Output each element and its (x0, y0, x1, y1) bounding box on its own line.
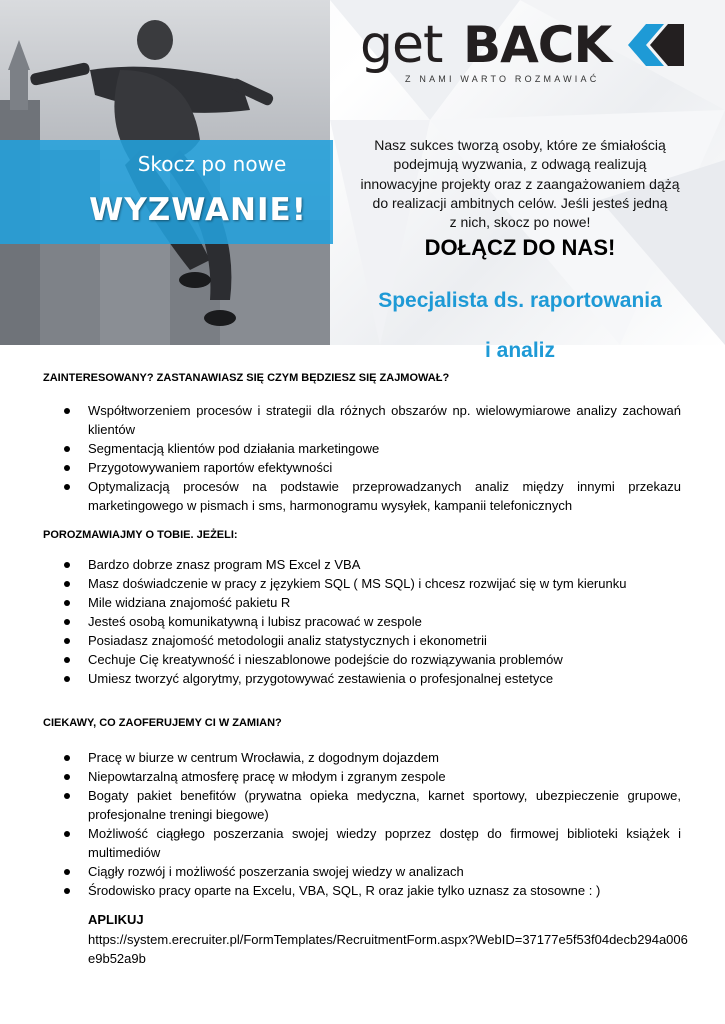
list-item: Posiadasz znajomość metodologii analiz statystycznych i ekonometrii (0, 631, 725, 650)
list-item: Przygotowywaniem raportów efektywności (0, 458, 725, 477)
list-item: Bardzo dobrze znasz program MS Excel z VBA (0, 555, 725, 574)
getback-logo (360, 14, 690, 89)
position-title (350, 276, 690, 376)
banner-line1: Skocz po nowe (137, 152, 287, 176)
list-item: Współtworzeniem procesów i strategii dla różnych obszarów np. wielowymiarowe analizy zachowań klientów (0, 401, 725, 439)
intro-text (350, 136, 690, 232)
section-heading-offer: CIEKAWY, CO ZAOFERUJEMY CI W ZAMIAN? (43, 717, 282, 729)
chevron-left-logo-icon (622, 20, 684, 70)
header-banner (0, 0, 725, 362)
position-line2: i analiz (484, 339, 556, 362)
intro-line: Nasz sukces tworzą osoby, które ze śmiałością (374, 137, 666, 153)
position-line1: Specjalista ds. raportowania (378, 289, 662, 312)
tasks-list (0, 401, 725, 515)
logo-get-text: get (360, 15, 443, 75)
intro-line: innowacyjne projekty oraz z zaangażowaniem dążą (360, 175, 680, 192)
apply-link[interactable]: https://system.erecruiter.pl/FormTemplates/RecruitmentForm.aspx?WebID=37177e5f53f04decb294a006e9b52a9b (88, 932, 688, 966)
logo-tagline: Z NAMI WARTO ROZMAWIAĆ (405, 74, 600, 84)
offer-list (0, 748, 725, 900)
list-item: Pracę w biurze w centrum Wrocławia, z dogodnym dojazdem (0, 748, 725, 767)
list-item: Niepowtarzalną atmosferę pracę w młodym i zgranym zespole (0, 767, 725, 786)
join-us-heading: DOŁĄCZ DO NAS! (424, 235, 616, 260)
banner-line2: WYZWANIE! (89, 192, 307, 228)
list-item: Umiesz tworzyć algorytmy, przygotowywać zestawienia o profesjonalnej estetyce (0, 669, 725, 688)
list-item: Mile widziana znajomość pakietu R (0, 593, 725, 612)
list-item: Ciągły rozwój i możliwość poszerzania swojej wiedzy w analizach (0, 862, 725, 881)
requirements-list (0, 555, 725, 688)
list-item: Segmentacją klientów pod działania marketingowe (0, 439, 725, 458)
list-item: Bogaty pakiet benefitów (prywatna opieka medyczna, karnet sportowy, ubezpieczenie grupowe, profesjonalne treningi biegowe) (0, 786, 725, 824)
logo-back-text: BACK (463, 16, 612, 74)
intro-line: z nich, skocz po nowe! (449, 214, 591, 231)
section-heading-tasks: ZAINTERESOWANY? ZASTANAWIASZ SIĘ CZYM BĘDZIESZ SIĘ ZAJMOWAŁ? (43, 372, 450, 384)
list-item: Jesteś osobą komunikatywną i lubisz pracować w zespole (0, 612, 725, 631)
list-item: Optymalizacją procesów na podstawie przeprowadzanych analiz między innymi przekazu marketingowego w pismach i sms, harmonogramu wysyłek, kampanii telefonicznych (0, 477, 725, 515)
list-item: Masz doświadczenie w pracy z językiem SQL ( MS SQL) i chcesz rozwijać się w tym kierunku (0, 574, 725, 593)
list-item: Środowisko pracy oparte na Excelu, VBA, SQL, R oraz jakie tylko uznasz za stosowne : ) (0, 881, 725, 900)
list-item: Cechuje Cię kreatywność i nieszablonowe podejście do rozwiązywania problemów (0, 650, 725, 669)
list-item: Możliwość ciągłego poszerzania swojej wiedzy poprzez dostęp do firmowej biblioteki książek i multimediów (0, 824, 725, 862)
intro-line: podejmują wyzwania, z odwagą realizują (393, 156, 647, 173)
intro-line: do realizacji ambitnych celów. Jeśli jesteś jedną (372, 194, 668, 211)
apply-label: APLIKUJ (88, 912, 144, 927)
section-heading-requirements: POROZMAWIAJMY O TOBIE. JEŻELI: (43, 529, 238, 541)
